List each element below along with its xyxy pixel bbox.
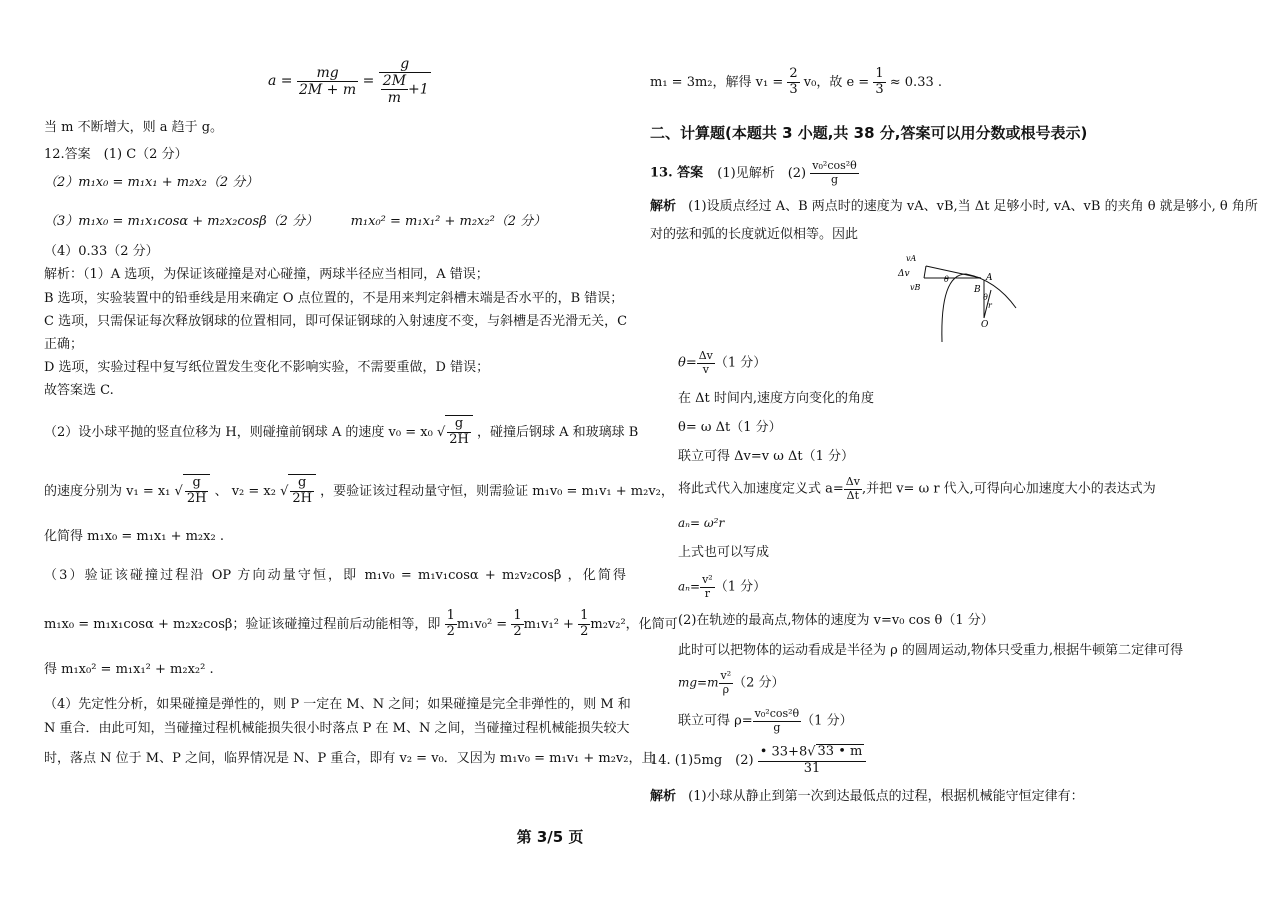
fraction-half	[445, 609, 457, 640]
text-segment: ，碰撞后钢球 A 和玻璃球 B	[476, 425, 639, 440]
analysis-label: 解析	[650, 789, 677, 804]
fraction-num: v₀²cos²θ	[812, 159, 857, 172]
eq-rho	[678, 708, 853, 734]
sqrt-g-2h: √ $\frac{g}{2H}$	[437, 415, 473, 450]
eq-mg	[678, 670, 785, 696]
fraction-answer-14	[758, 744, 867, 777]
answer-12-2: （2）m₁x₀ = m₁x₁ + m₂x₂（2 分）	[44, 175, 259, 190]
page-footer: 第 3/5 页	[516, 828, 584, 846]
fraction-den: 31	[803, 760, 821, 776]
text-segment: (1)小球从静止到第一次到达最低点的过程，根据机械能守恒定律有：	[688, 789, 1084, 804]
analysis-13-line	[650, 198, 1258, 216]
answer-label: 13. 答案	[650, 165, 704, 181]
fraction-v0cos	[810, 160, 859, 186]
fraction-num: g	[447, 417, 471, 433]
fraction-v0cos-g	[753, 708, 802, 734]
analysis-line: （4）先定性分析，如果碰撞是弹性的，则 P 一定在 M、N 之间；如果碰撞是完全非弹性的，则 M 和	[44, 697, 631, 712]
analysis-13-line	[678, 476, 1156, 502]
text-segment: ，要验证该过程动量守恒，则需验证 m₁v₀ = m₁v₁ + m₂v₂，	[320, 484, 674, 499]
fraction-den: 2	[513, 624, 522, 639]
fraction-den: ρ	[722, 682, 730, 696]
section-heading: 二、计算题(本题共 3 小题,共 38 分,答案可以用分数或根号表示)	[650, 124, 1088, 142]
fraction-den: 3	[875, 82, 884, 97]
analysis-14-line	[650, 788, 1084, 806]
answer-14	[650, 744, 866, 777]
fraction-den: 2H	[292, 491, 313, 506]
label-vb: vB	[910, 283, 921, 292]
text-segment: 联立可得 ρ=	[678, 713, 753, 729]
analysis-13-line: 在 Δt 时间内,速度方向变化的角度	[678, 391, 875, 406]
fraction-num: Δv	[698, 349, 713, 362]
text-segment: aₙ=	[678, 579, 701, 594]
text-segment: （2）设小球平抛的竖直位移为 H，则碰撞前钢球 A 的速度 v₀ = x₀	[44, 425, 433, 440]
plus-one: +1	[408, 81, 429, 98]
text-line: 当 m 不断增大，则 a 趋于 g。	[44, 120, 224, 135]
fraction-num: v²	[702, 573, 713, 586]
fraction-den: 2M + m	[298, 81, 357, 98]
radicand: 33 • m	[817, 744, 863, 759]
label-a: A	[986, 273, 993, 283]
text-segment: m₁x₀ = m₁x₁cosα + m₂x₂cosβ；验证该碰撞过程前后动能相等，即	[44, 617, 441, 632]
fraction-den: v	[702, 362, 709, 376]
fraction-v2-r	[700, 574, 715, 600]
analysis-line: 得 m₁x₀² = m₁x₁² + m₂x₂² .	[44, 662, 214, 677]
analysis-line: 解析：（1）A 选项，为保证该碰撞是对心碰撞，两球半径应当相同，A 错误；	[44, 267, 489, 282]
answer-12-4: （4）0.33（2 分）	[44, 244, 159, 259]
result-e	[650, 66, 942, 100]
fraction-dv-dt	[844, 476, 862, 502]
text-segment: ≈ 0.33 .	[889, 75, 943, 90]
fraction-den: 2H	[449, 432, 469, 447]
text-segment: 、 v₂ = x₂	[214, 484, 276, 499]
text-segment: （1 分）	[714, 355, 767, 371]
eq-an: aₙ= ω²r	[678, 516, 725, 530]
fraction-num: 2	[789, 66, 798, 82]
fraction-num: Δv	[845, 475, 860, 488]
analysis-line: C 选项，只需保证每次释放钢球的位置相同，即可保证钢球的入射速度不变，与斜槽是否光滑无关，C	[44, 314, 628, 329]
fraction-den: r	[704, 586, 711, 600]
delta-v-vector	[924, 266, 926, 278]
text-segment: m₁ = 3m₂，解得 v₁ =	[650, 75, 784, 90]
fraction-num: g	[290, 476, 314, 492]
analysis-line-2	[44, 415, 638, 450]
analysis-line-4	[44, 608, 678, 642]
answer-12-3: （3）m₁x₀ = m₁x₁cosα + m₂x₂cosβ（2 分） m₁x₀² = m₁x₁² + m₂x₂²（2 分）	[44, 214, 547, 229]
analysis-line-3	[44, 474, 674, 509]
answer-12: 12.答案 (1) C（2 分）	[44, 147, 188, 162]
fraction-2-3	[787, 67, 799, 98]
text-segment: （2 分）	[733, 675, 785, 691]
fraction-1-3	[873, 67, 885, 98]
text-segment: 将此式代入加速度定义式 a=	[678, 481, 844, 497]
text-segment: • 33+8	[759, 744, 808, 760]
text-segment: (1)设质点经过 A、B 两点时的速度为 vA、vB,当 Δt 足够小时, vA、vB 的夹角 θ 就是够小, θ 角所	[688, 199, 1258, 214]
label-r: r	[988, 301, 992, 310]
fraction-den: Δt	[846, 488, 860, 502]
analysis-13-line: 联立可得 Δv=v ω Δt（1 分）	[678, 449, 854, 464]
formula-acceleration	[268, 56, 431, 106]
fraction-v2-rho	[719, 670, 734, 696]
text-segment: v₀，故 e =	[803, 75, 870, 90]
analysis-line: 正确；	[44, 337, 84, 352]
text-segment: (1)见解析 (2)	[717, 165, 807, 181]
fraction-den	[379, 73, 431, 106]
text-segment: m₁v₀² =	[456, 617, 508, 632]
fraction-den: 2	[446, 624, 455, 639]
text-segment: （1 分）	[801, 713, 853, 729]
label-theta-1: θ	[944, 275, 949, 284]
equals-sign: =	[362, 73, 375, 90]
fraction-num: 1	[580, 608, 589, 624]
fraction-den: 2H	[186, 491, 207, 506]
text-segment: 的速度分别为 v₁ = x₁	[44, 484, 171, 499]
analysis-13-line: 此时可以把物体的运动看成是半径为 ρ 的圆周运动,物体只受重力,根据牛顿第二定律可得	[678, 643, 1184, 658]
fraction-num	[758, 744, 867, 762]
text-segment: θ=	[678, 355, 697, 371]
analysis-line: B 选项，实验装置中的铅垂线是用来确定 O 点位置的，不是用来判定斜槽末端是否水平的，B 错误；	[44, 291, 624, 306]
fraction-den: m	[387, 90, 402, 107]
fraction-half	[511, 609, 523, 640]
fraction-num: g	[379, 56, 431, 73]
sqrt-g-2h: √ $\frac{g}{2H}$	[175, 474, 211, 509]
fraction-mg	[297, 65, 358, 98]
analysis-line: D 选项，实验过程中复写纸位置发生变化不影响实验，不需要重做，D 错误；	[44, 360, 490, 375]
fraction-num: g	[185, 476, 209, 492]
label-va: vA	[906, 254, 917, 263]
text-segment: （1 分）	[714, 579, 767, 595]
text-segment: mg=m	[678, 675, 719, 690]
fraction-num: 1	[513, 608, 522, 624]
analysis-line: 故答案选 C.	[44, 383, 114, 398]
eq-an-2	[678, 574, 766, 600]
analysis-13-line: 对的弦和弧的长度就近似相等。因此	[650, 227, 859, 242]
fraction-dv-v	[697, 350, 715, 376]
fraction-num: 2M	[382, 73, 407, 90]
analysis-line: （3）验证该碰撞过程沿 OP 方向动量守恒，即 m₁v₀ = m₁v₁cosα + m₂v₂cosβ ，化简得	[44, 568, 626, 583]
eq-theta	[678, 350, 766, 376]
circular-motion-diagram	[896, 252, 1020, 348]
fraction-den: g	[773, 720, 781, 734]
label-theta-2: θ	[983, 293, 988, 302]
text-segment: ,并把 v= ω r 代入,可得向心加速度大小的表达式为	[861, 481, 1156, 497]
answer-13	[650, 160, 859, 186]
fraction-g	[379, 56, 431, 106]
fraction-den: 2	[580, 624, 589, 639]
text-segment: m₂v₂²，化简可	[590, 617, 678, 632]
label-o: O	[981, 320, 989, 330]
formula-lhs: a =	[268, 73, 293, 90]
analysis-line: 时，落点 N 位于 M、P 之间，临界情况是 N、P 重合，即有 v₂ = v₀．又因为 m₁v₀ = m₁v₁ + m₂v₂，且	[44, 751, 655, 766]
fraction-num: 1	[446, 608, 455, 624]
nested-fraction	[381, 73, 408, 106]
analysis-line: 化简得 m₁x₀ = m₁x₁ + m₂x₂ .	[44, 529, 224, 544]
fraction-num: v₀²cos²θ	[754, 707, 800, 720]
analysis-line: N 重合．由此可知，当碰撞过程机械能损失很小时落点 P 在 M、N 之间，当碰撞过程机械能损失较大	[44, 721, 630, 736]
fraction-den: 3	[789, 82, 798, 97]
fraction-num: 1	[875, 66, 884, 82]
analysis-13-line: 上式也可以写成	[678, 545, 770, 560]
analysis-13-line: (2)在轨迹的最高点,物体的速度为 v=v₀ cos θ（1 分）	[678, 613, 994, 628]
text-segment: m₁v₁² +	[523, 617, 574, 632]
label-b: B	[974, 285, 981, 295]
text-segment: 14. (1)5mg (2)	[650, 752, 754, 768]
velocity-a-vector	[926, 266, 981, 278]
sqrt-g-2h: √ $\frac{g}{2H}$	[280, 474, 316, 509]
fraction-num: v²	[720, 669, 732, 682]
fraction-half	[578, 609, 590, 640]
label-delta-v: Δv	[898, 269, 910, 279]
fraction-num: mg	[297, 65, 358, 82]
analysis-label: 解析	[650, 199, 677, 214]
fraction-den: g	[831, 172, 839, 186]
sqrt-33m: √ 33 • m	[807, 744, 863, 760]
analysis-13-line: θ= ω Δt（1 分）	[678, 420, 782, 435]
